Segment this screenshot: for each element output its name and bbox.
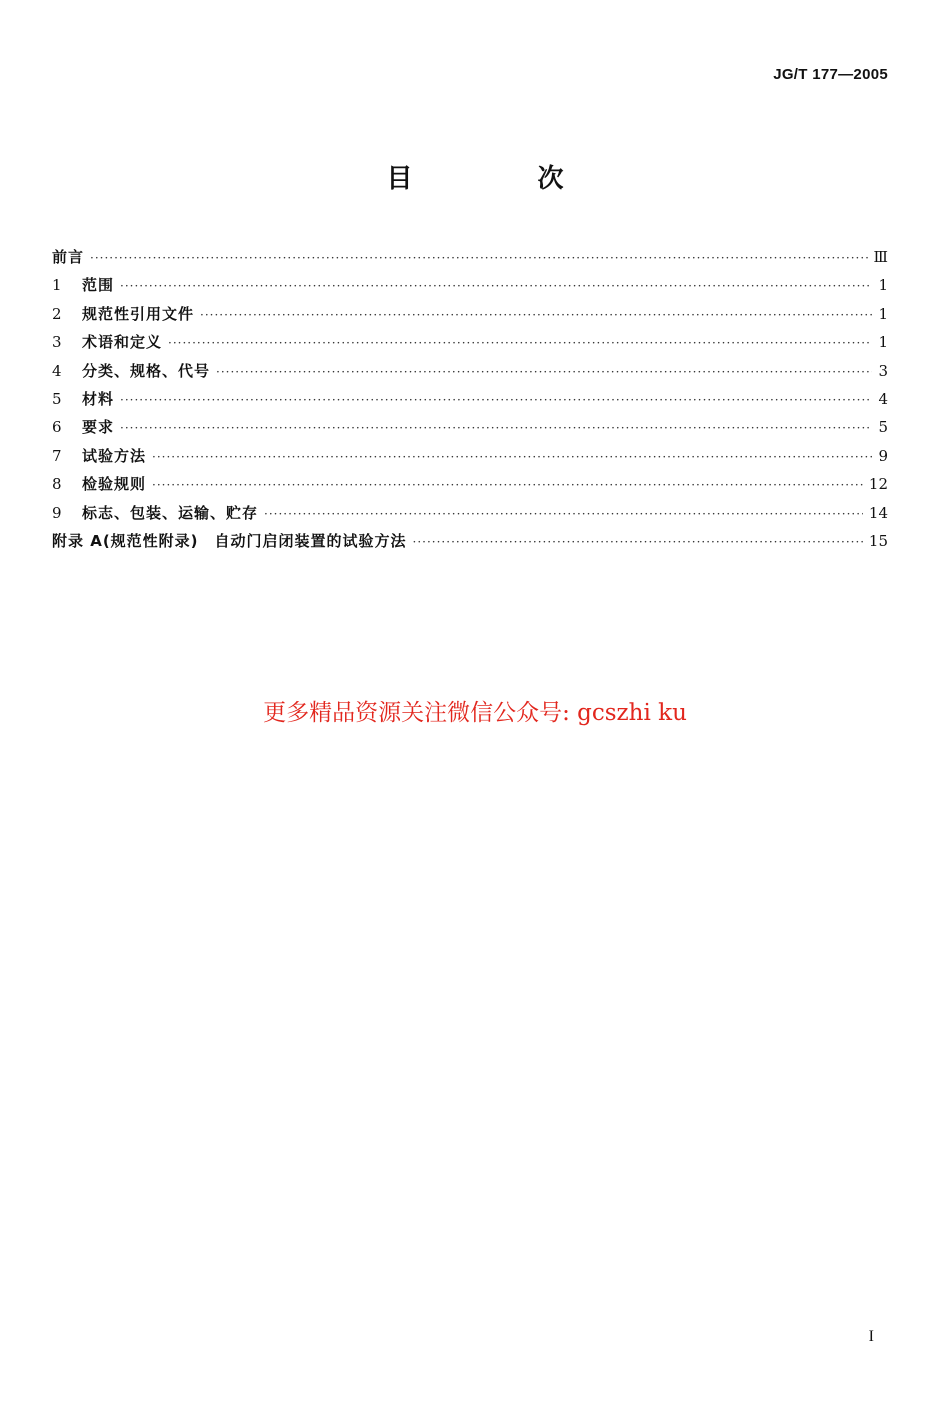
toc-entry-number: 4: [52, 361, 62, 380]
toc-entry-1[interactable]: [52, 274, 888, 302]
toc-entry-appendix-a[interactable]: [52, 530, 888, 558]
toc-entry-page: 3: [878, 361, 888, 380]
dot-leader: [200, 308, 872, 322]
toc-entry-page: 4: [878, 389, 888, 408]
toc-entry-7[interactable]: [52, 445, 888, 473]
toc-entry-label: 附录 A(规范性附录) 自动门启闭装置的试验方法: [52, 531, 407, 550]
watermark-promo-text: 更多精品资源关注微信公众号: gcszhi ku: [263, 700, 687, 726]
toc-entry-page: 1: [878, 304, 888, 323]
toc-entry-label: 试验方法: [82, 446, 147, 465]
toc-entry-8[interactable]: [52, 473, 888, 501]
toc-entry-page: 14: [868, 503, 888, 522]
toc-entry-label: 前言: [52, 248, 85, 266]
dot-leader: [152, 450, 872, 464]
toc-entry-number: 7: [52, 446, 62, 465]
page-number: I: [868, 1328, 874, 1345]
toc-entry-page: 9: [878, 446, 888, 465]
toc-entry-3[interactable]: [52, 331, 888, 359]
toc-entry-label: 要求: [82, 418, 115, 437]
toc-entry-page: 1: [878, 276, 888, 295]
dot-leader: [120, 421, 872, 435]
toc-entry-label: 检验规则: [82, 475, 147, 494]
toc-entry-number: 2: [52, 304, 62, 323]
toc-entry-page: 5: [878, 418, 888, 437]
page-title: 目 次: [386, 164, 622, 194]
dot-leader: [90, 251, 868, 265]
toc-entry-label: 术语和定义: [82, 333, 163, 352]
dot-leader: [120, 393, 872, 407]
toc-entry-label: 材料: [82, 389, 115, 408]
toc-entry-9[interactable]: [52, 502, 888, 530]
dot-leader: [413, 535, 863, 549]
toc-entry-page: Ⅲ: [873, 248, 888, 266]
toc-entry-5[interactable]: [52, 388, 888, 416]
toc-entry-label: 规范性引用文件: [82, 304, 195, 323]
toc-entry-2[interactable]: [52, 303, 888, 331]
toc-entry-page: 12: [868, 475, 888, 494]
toc-entry-label: 分类、规格、代号: [82, 361, 211, 380]
toc-entry-number: 3: [52, 333, 62, 352]
dot-leader: [216, 365, 872, 379]
toc-entry-page: 15: [868, 531, 888, 550]
table-of-contents: [52, 246, 888, 558]
toc-entry-label: 范围: [82, 276, 115, 295]
toc-entry-4[interactable]: [52, 360, 888, 388]
toc-entry-number: 8: [52, 475, 62, 494]
toc-entry-foreword[interactable]: [52, 246, 888, 274]
toc-entry-number: 6: [52, 418, 62, 437]
toc-entry-number: 5: [52, 389, 62, 408]
dot-leader: [168, 336, 872, 350]
dot-leader: [120, 279, 872, 293]
toc-entry-label: 标志、包装、运输、贮存: [82, 503, 259, 522]
toc-entry-number: 9: [52, 503, 62, 522]
toc-entry-6[interactable]: [52, 416, 888, 444]
dot-leader: [264, 507, 863, 521]
dot-leader: [152, 478, 863, 492]
toc-entry-page: 1: [878, 333, 888, 352]
standard-number: JG/T 177—2005: [773, 66, 888, 83]
toc-entry-number: 1: [52, 276, 62, 295]
